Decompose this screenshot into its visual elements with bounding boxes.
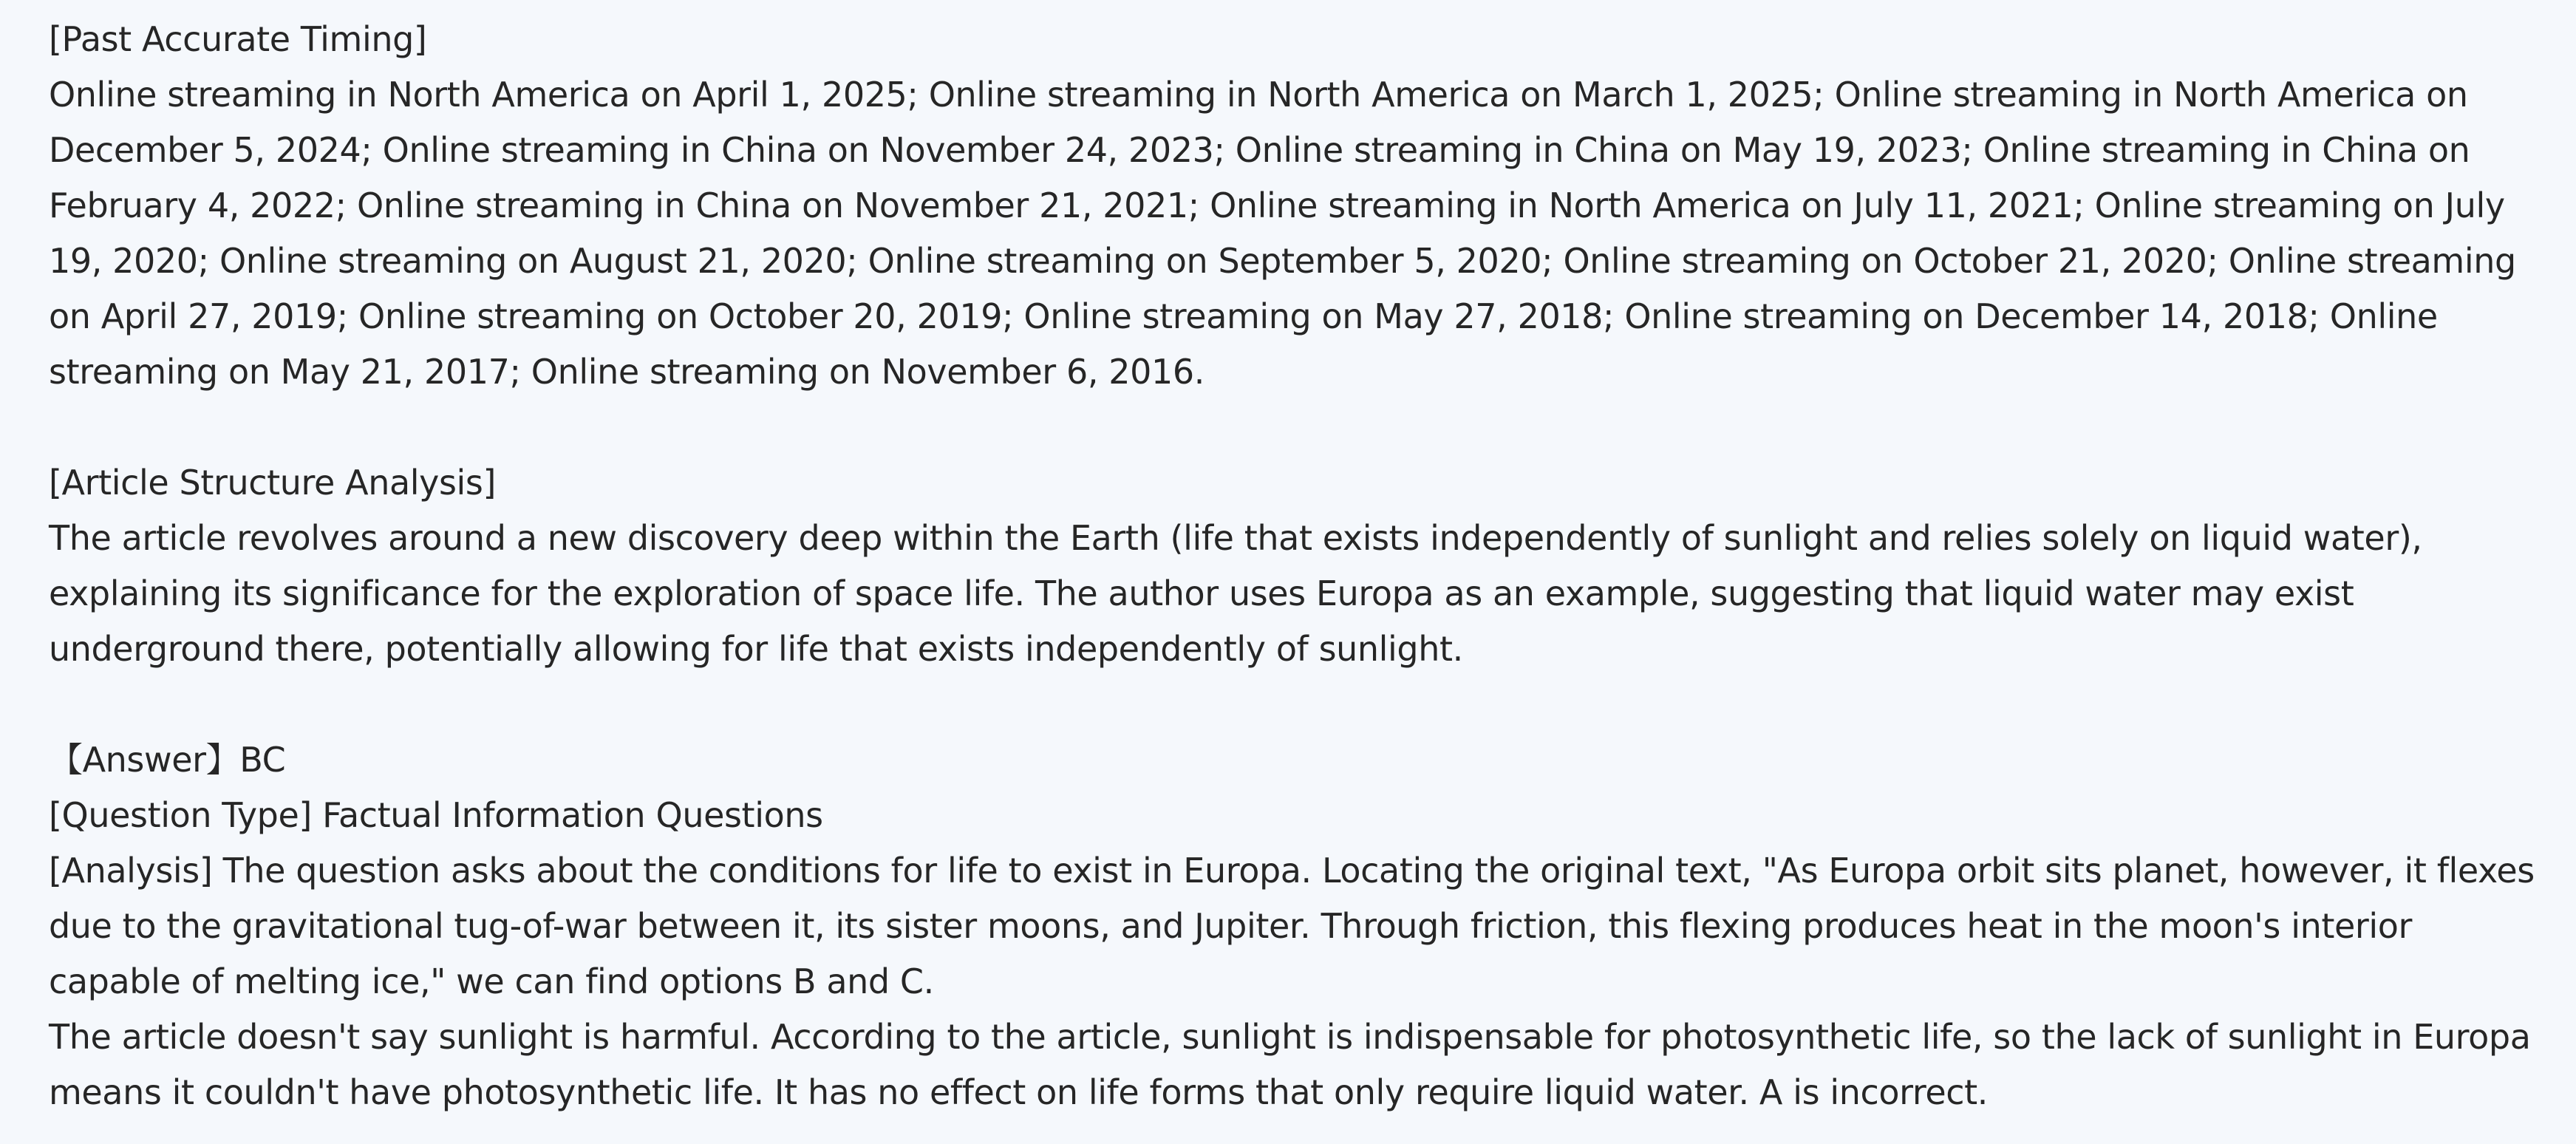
answer-line: 【Answer】BC	[49, 740, 286, 780]
section-spacer	[49, 677, 2546, 732]
conclusion-text: The article doesn't say sunlight is harmful. According to the article, sunlight is indispensable for photosynthetic life, so the lack of sunlight in Europa means it couldn't have photosynthetic life. It has no effect on life forms that only require liquid water. A is incorrect.	[49, 1017, 2531, 1112]
analysis-text: [Analysis] The question asks about the conditions for life to exist in Europa. Locating the original text, "As Europa orbit sits planet, however, it flexes due to the gravitational tug-of-war between it, its sister moons, and Jupiter. Through friction, this flexing produces heat in the moon's interior capable of melting ice," we can find options B and C.	[49, 851, 2535, 1001]
answer-section	[49, 732, 2546, 1120]
question-type: [Question Type] Factual Information Questions	[49, 795, 823, 835]
structure-text: The article revolves around a new discovery deep within the Earth (life that exists independently of sunlight and relies solely on liquid water), explaining its significance for the exploration of space life. The author uses Europa as an example, suggesting that liquid water may exist underground there, potentially allowing for life that exists independently of sunlight.	[49, 518, 2422, 669]
structure-section	[49, 455, 2546, 677]
structure-heading: [Article Structure Analysis]	[49, 463, 497, 503]
timing-text: Online streaming in North America on April 1, 2025; Online streaming in North America on March 1, 2025; Online streaming in North America on December 5, 2024; Online streaming in China on November 24, 2023; Online streaming in China on May 19, 2023; Online streaming in China on February 4, 2022; Online streaming in China on November 21, 2021; Online streaming in North America on July 11, 2021; Online streaming on July 19, 2020; Online streaming on August 21, 2020; Online streaming on September 5, 2020; Online streaming on October 21, 2020; Online streaming on April 27, 2019; Online streaming on October 20, 2019; Online streaming on May 27, 2018; Online streaming on December 14, 2018; Online streaming on May 21, 2017; Online streaming on November 6, 2016.	[49, 75, 2516, 392]
timing-heading: [Past Accurate Timing]	[49, 19, 427, 59]
timing-section	[49, 12, 2546, 400]
section-spacer	[49, 400, 2546, 455]
